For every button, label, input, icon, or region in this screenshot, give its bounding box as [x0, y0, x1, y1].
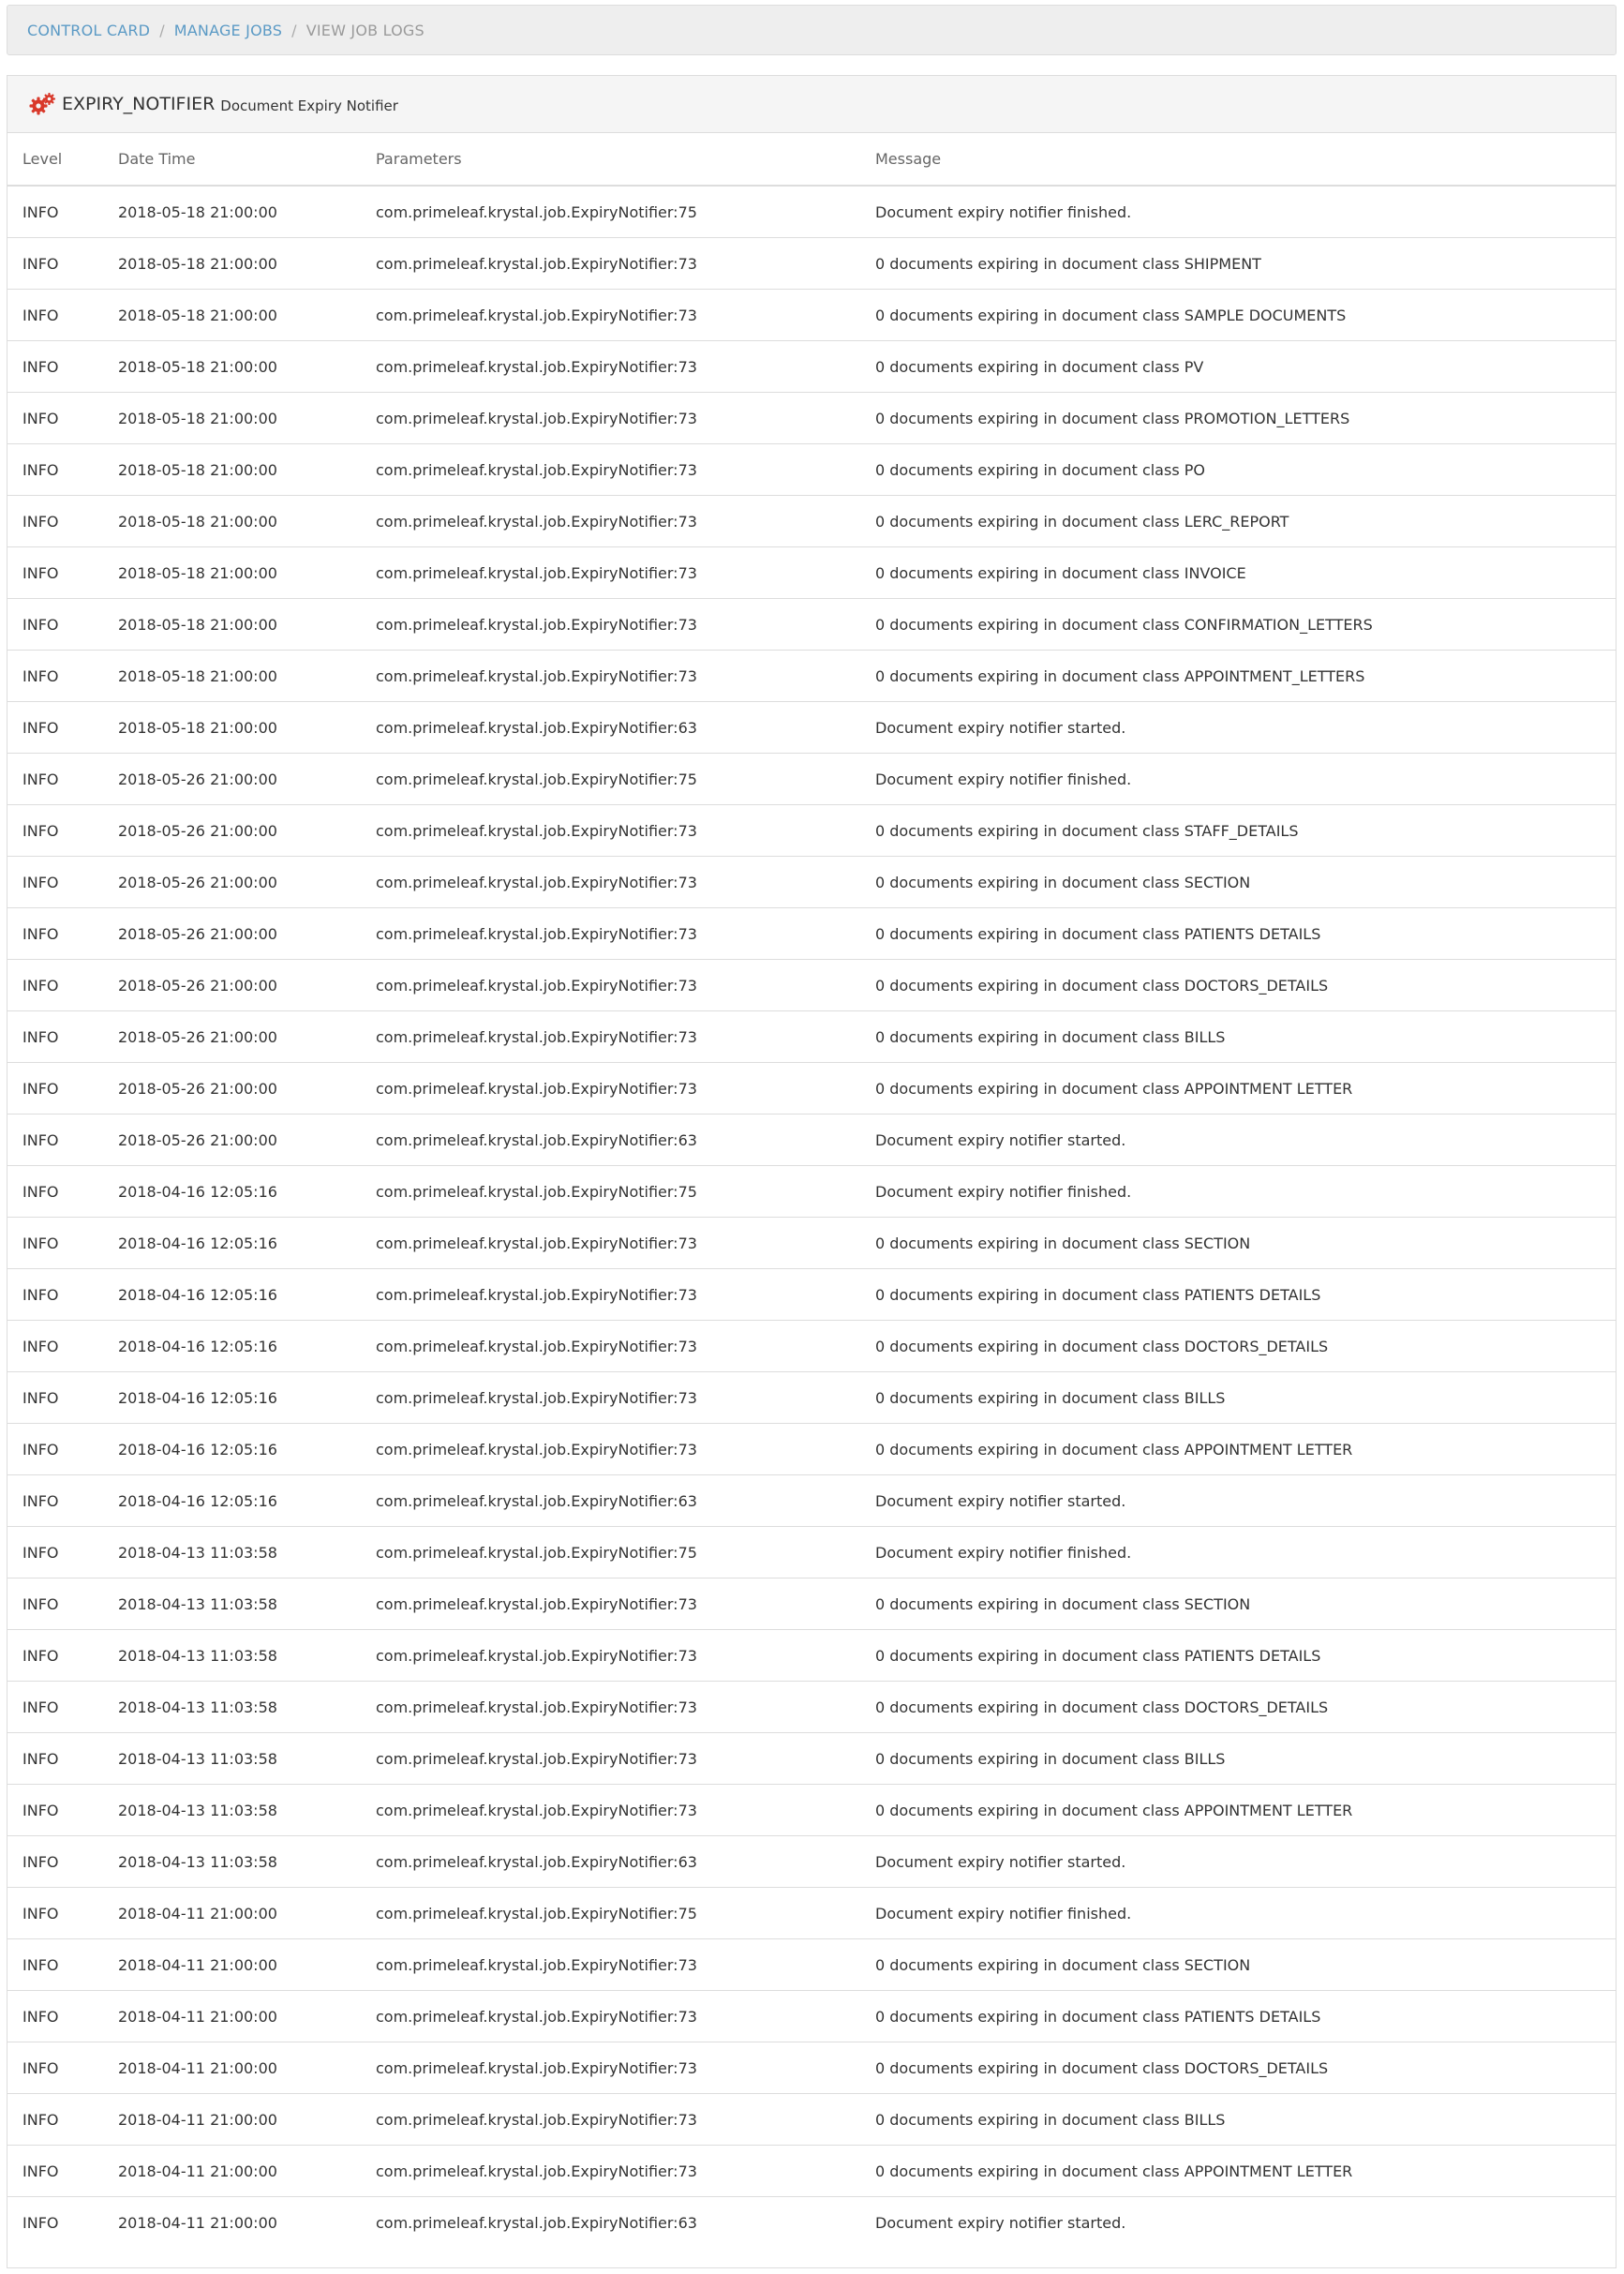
- cell-message: 0 documents expiring in document class PATIENTS DETAILS: [875, 1269, 1616, 1321]
- column-header-level: Level: [7, 133, 118, 186]
- cell-date-time: 2018-05-18 21:00:00: [118, 290, 376, 341]
- cell-message: 0 documents expiring in document class BILLS: [875, 1372, 1616, 1424]
- cell-date-time: 2018-04-16 12:05:16: [118, 1424, 376, 1475]
- table-row: [7, 1166, 1616, 1218]
- cell-date-time: 2018-04-13 11:03:58: [118, 1785, 376, 1836]
- cell-message: 0 documents expiring in document class APPOINTMENT_LETTERS: [875, 651, 1616, 702]
- table-row: [7, 1630, 1616, 1682]
- table-row: [7, 547, 1616, 599]
- cell-parameters: com.primeleaf.krystal.job.ExpiryNotifier:73: [376, 1785, 875, 1836]
- table-header-row: [7, 133, 1616, 186]
- cell-level: INFO: [7, 290, 118, 341]
- cell-message: 0 documents expiring in document class PROMOTION_LETTERS: [875, 393, 1616, 444]
- cell-date-time: 2018-04-11 21:00:00: [118, 2094, 376, 2146]
- cell-message: 0 documents expiring in document class APPOINTMENT LETTER: [875, 2146, 1616, 2197]
- cell-parameters: com.primeleaf.krystal.job.ExpiryNotifier:73: [376, 1733, 875, 1785]
- table-row: [7, 1011, 1616, 1063]
- cell-date-time: 2018-05-18 21:00:00: [118, 393, 376, 444]
- log-table: [7, 133, 1616, 2248]
- cell-parameters: com.primeleaf.krystal.job.ExpiryNotifier:73: [376, 2146, 875, 2197]
- cell-parameters: com.primeleaf.krystal.job.ExpiryNotifier:73: [376, 805, 875, 857]
- cell-date-time: 2018-05-18 21:00:00: [118, 341, 376, 393]
- gears-icon: [29, 92, 56, 116]
- cell-date-time: 2018-05-18 21:00:00: [118, 702, 376, 754]
- cell-date-time: 2018-05-26 21:00:00: [118, 1115, 376, 1166]
- cell-message: Document expiry notifier started.: [875, 1475, 1616, 1527]
- cell-date-time: 2018-04-13 11:03:58: [118, 1682, 376, 1733]
- cell-date-time: 2018-05-18 21:00:00: [118, 547, 376, 599]
- cell-date-time: 2018-04-11 21:00:00: [118, 1939, 376, 1991]
- breadcrumb-current: VIEW JOB LOGS: [305, 21, 425, 39]
- cell-message: 0 documents expiring in document class SECTION: [875, 1939, 1616, 1991]
- cell-level: INFO: [7, 702, 118, 754]
- cell-message: 0 documents expiring in document class DOCTORS_DETAILS: [875, 1321, 1616, 1372]
- cell-level: INFO: [7, 1682, 118, 1733]
- cell-date-time: 2018-04-13 11:03:58: [118, 1836, 376, 1888]
- cell-message: 0 documents expiring in document class INVOICE: [875, 547, 1616, 599]
- table-row: [7, 186, 1616, 238]
- cell-date-time: 2018-04-13 11:03:58: [118, 1630, 376, 1682]
- cell-parameters: com.primeleaf.krystal.job.ExpiryNotifier:63: [376, 1475, 875, 1527]
- cell-date-time: 2018-05-18 21:00:00: [118, 599, 376, 651]
- cell-message: 0 documents expiring in document class PV: [875, 341, 1616, 393]
- cell-date-time: 2018-04-11 21:00:00: [118, 1991, 376, 2042]
- column-header-date-time: Date Time: [118, 133, 376, 186]
- cell-date-time: 2018-04-11 21:00:00: [118, 2146, 376, 2197]
- breadcrumb-manage-jobs[interactable]: MANAGE JOBS: [173, 21, 283, 39]
- cell-parameters: com.primeleaf.krystal.job.ExpiryNotifier:73: [376, 1269, 875, 1321]
- cell-parameters: com.primeleaf.krystal.job.ExpiryNotifier:75: [376, 754, 875, 805]
- cell-level: INFO: [7, 1166, 118, 1218]
- cell-parameters: com.primeleaf.krystal.job.ExpiryNotifier:73: [376, 2042, 875, 2094]
- cell-message: 0 documents expiring in document class APPOINTMENT LETTER: [875, 1424, 1616, 1475]
- cell-parameters: com.primeleaf.krystal.job.ExpiryNotifier:73: [376, 341, 875, 393]
- cell-message: Document expiry notifier started.: [875, 2197, 1616, 2249]
- table-row: [7, 599, 1616, 651]
- cell-level: INFO: [7, 2197, 118, 2249]
- cell-level: INFO: [7, 238, 118, 290]
- cell-parameters: com.primeleaf.krystal.job.ExpiryNotifier:73: [376, 547, 875, 599]
- cell-level: INFO: [7, 341, 118, 393]
- table-row: [7, 1269, 1616, 1321]
- table-row: [7, 908, 1616, 960]
- cell-message: 0 documents expiring in document class DOCTORS_DETAILS: [875, 960, 1616, 1011]
- table-row: [7, 2042, 1616, 2094]
- cell-level: INFO: [7, 754, 118, 805]
- table-row: [7, 1424, 1616, 1475]
- cell-message: 0 documents expiring in document class DOCTORS_DETAILS: [875, 1682, 1616, 1733]
- table-row: [7, 1991, 1616, 2042]
- cell-parameters: com.primeleaf.krystal.job.ExpiryNotifier:73: [376, 496, 875, 547]
- cell-date-time: 2018-05-26 21:00:00: [118, 805, 376, 857]
- table-row: [7, 1218, 1616, 1269]
- cell-parameters: com.primeleaf.krystal.job.ExpiryNotifier:73: [376, 960, 875, 1011]
- cell-message: Document expiry notifier finished.: [875, 1888, 1616, 1939]
- cell-parameters: com.primeleaf.krystal.job.ExpiryNotifier:75: [376, 1166, 875, 1218]
- breadcrumb-separator: /: [291, 21, 297, 39]
- cell-level: INFO: [7, 496, 118, 547]
- table-row: [7, 857, 1616, 908]
- cell-level: INFO: [7, 1991, 118, 2042]
- table-row: [7, 1321, 1616, 1372]
- table-row: [7, 2146, 1616, 2197]
- cell-level: INFO: [7, 1836, 118, 1888]
- cell-message: 0 documents expiring in document class SECTION: [875, 857, 1616, 908]
- cell-date-time: 2018-05-26 21:00:00: [118, 960, 376, 1011]
- cell-message: Document expiry notifier started.: [875, 1836, 1616, 1888]
- table-row: [7, 960, 1616, 1011]
- cell-level: INFO: [7, 1578, 118, 1630]
- breadcrumb-separator: /: [159, 21, 165, 39]
- column-header-parameters: Parameters: [376, 133, 875, 186]
- cell-level: INFO: [7, 1475, 118, 1527]
- cell-message: 0 documents expiring in document class BILLS: [875, 2094, 1616, 2146]
- cell-message: 0 documents expiring in document class CONFIRMATION_LETTERS: [875, 599, 1616, 651]
- cell-level: INFO: [7, 960, 118, 1011]
- table-row: [7, 1733, 1616, 1785]
- cell-level: INFO: [7, 2042, 118, 2094]
- cell-level: INFO: [7, 1939, 118, 1991]
- table-row: [7, 1475, 1616, 1527]
- cell-parameters: com.primeleaf.krystal.job.ExpiryNotifier:63: [376, 2197, 875, 2249]
- cell-message: 0 documents expiring in document class DOCTORS_DETAILS: [875, 2042, 1616, 2094]
- cell-date-time: 2018-05-26 21:00:00: [118, 857, 376, 908]
- cell-parameters: com.primeleaf.krystal.job.ExpiryNotifier:73: [376, 1630, 875, 1682]
- table-row: [7, 290, 1616, 341]
- table-row: [7, 1939, 1616, 1991]
- table-row: [7, 805, 1616, 857]
- cell-level: INFO: [7, 857, 118, 908]
- cell-level: INFO: [7, 1269, 118, 1321]
- cell-date-time: 2018-05-26 21:00:00: [118, 908, 376, 960]
- cell-level: INFO: [7, 1785, 118, 1836]
- cell-level: INFO: [7, 1424, 118, 1475]
- cell-level: INFO: [7, 2094, 118, 2146]
- table-row: [7, 1578, 1616, 1630]
- cell-message: Document expiry notifier finished.: [875, 202, 1132, 221]
- cell-message: Document expiry notifier finished.: [875, 1527, 1616, 1578]
- cell-message: 0 documents expiring in document class STAFF_DETAILS: [875, 805, 1616, 857]
- cell-date-time: 2018-05-18 21:00:00: [118, 444, 376, 496]
- cell-parameters: com.primeleaf.krystal.job.ExpiryNotifier:73: [376, 651, 875, 702]
- cell-date-time: 2018-05-26 21:00:00: [118, 754, 376, 805]
- table-row: [7, 444, 1616, 496]
- cell-message: 0 documents expiring in document class BILLS: [875, 1011, 1616, 1063]
- table-row: [7, 341, 1616, 393]
- table-row: [7, 496, 1616, 547]
- cell-message: Document expiry notifier finished.: [875, 754, 1616, 805]
- table-row: [7, 1063, 1616, 1115]
- cell-level: INFO: [7, 444, 118, 496]
- cell-parameters: com.primeleaf.krystal.job.ExpiryNotifier:73: [376, 1063, 875, 1115]
- table-row: [7, 2094, 1616, 2146]
- cell-date-time: 2018-05-18 21:00:00: [118, 238, 376, 290]
- cell-message: 0 documents expiring in document class PO: [875, 444, 1616, 496]
- cell-level: INFO: [22, 202, 59, 221]
- cell-date-time: 2018-04-16 12:05:16: [118, 1269, 376, 1321]
- table-row: [7, 1682, 1616, 1733]
- cell-level: INFO: [7, 651, 118, 702]
- table-row: [7, 1115, 1616, 1166]
- cell-date-time: 2018-04-11 21:00:00: [118, 2042, 376, 2094]
- cell-message: 0 documents expiring in document class SECTION: [875, 1578, 1616, 1630]
- cell-level: INFO: [7, 805, 118, 857]
- cell-level: INFO: [7, 1063, 118, 1115]
- table-row: [7, 1836, 1616, 1888]
- cell-date-time: 2018-04-13 11:03:58: [118, 1733, 376, 1785]
- table-row: [7, 1785, 1616, 1836]
- cell-level: INFO: [7, 1372, 118, 1424]
- cell-message: 0 documents expiring in document class APPOINTMENT LETTER: [875, 1063, 1616, 1115]
- table-row: [7, 393, 1616, 444]
- cell-date-time: 2018-04-16 12:05:16: [118, 1475, 376, 1527]
- cell-date-time: 2018-05-26 21:00:00: [118, 1011, 376, 1063]
- job-name: EXPIRY_NOTIFIER: [62, 94, 216, 114]
- cell-level: INFO: [7, 1733, 118, 1785]
- column-header-message: Message: [875, 133, 1616, 186]
- cell-date-time: 2018-04-13 11:03:58: [118, 1578, 376, 1630]
- cell-date-time: 2018-04-11 21:00:00: [118, 1888, 376, 1939]
- cell-parameters: com.primeleaf.krystal.job.ExpiryNotifier:73: [376, 1011, 875, 1063]
- cell-date-time: 2018-05-18 21:00:00: [118, 202, 277, 221]
- breadcrumb-control-card[interactable]: CONTROL CARD: [27, 21, 151, 39]
- breadcrumb: [7, 5, 1617, 55]
- cell-message: 0 documents expiring in document class PATIENTS DETAILS: [875, 1630, 1616, 1682]
- cell-message: Document expiry notifier finished.: [875, 1166, 1616, 1218]
- table-row: [7, 702, 1616, 754]
- cell-message: Document expiry notifier started.: [875, 1115, 1616, 1166]
- table-row: [7, 651, 1616, 702]
- cell-parameters: com.primeleaf.krystal.job.ExpiryNotifier:73: [376, 290, 875, 341]
- cell-parameters: com.primeleaf.krystal.job.ExpiryNotifier:73: [376, 1424, 875, 1475]
- job-log-panel: [7, 75, 1617, 2268]
- cell-parameters: com.primeleaf.krystal.job.ExpiryNotifier:73: [376, 1578, 875, 1630]
- table-row: [7, 1372, 1616, 1424]
- cell-level: INFO: [7, 1321, 118, 1372]
- cell-message: 0 documents expiring in document class SHIPMENT: [875, 238, 1616, 290]
- cell-date-time: 2018-04-16 12:05:16: [118, 1166, 376, 1218]
- cell-message: 0 documents expiring in document class SAMPLE DOCUMENTS: [875, 290, 1616, 341]
- cell-level: INFO: [7, 1115, 118, 1166]
- cell-level: INFO: [7, 1527, 118, 1578]
- cell-date-time: 2018-05-26 21:00:00: [118, 1063, 376, 1115]
- cell-level: INFO: [7, 1888, 118, 1939]
- cell-level: INFO: [7, 908, 118, 960]
- cell-message: Document expiry notifier started.: [875, 702, 1616, 754]
- table-row: [7, 1527, 1616, 1578]
- cell-parameters: com.primeleaf.krystal.job.ExpiryNotifier:73: [376, 444, 875, 496]
- cell-date-time: 2018-05-18 21:00:00: [118, 496, 376, 547]
- cell-level: INFO: [7, 2146, 118, 2197]
- cell-level: INFO: [7, 393, 118, 444]
- cell-level: INFO: [7, 599, 118, 651]
- cell-date-time: 2018-04-16 12:05:16: [118, 1218, 376, 1269]
- cell-date-time: 2018-04-16 12:05:16: [118, 1321, 376, 1372]
- table-row: [7, 2197, 1616, 2249]
- cell-date-time: 2018-05-18 21:00:00: [118, 651, 376, 702]
- cell-date-time: 2018-04-11 21:00:00: [118, 2197, 376, 2249]
- cell-parameters: com.primeleaf.krystal.job.ExpiryNotifier:73: [376, 1372, 875, 1424]
- cell-parameters: com.primeleaf.krystal.job.ExpiryNotifier:75: [376, 1527, 875, 1578]
- cell-parameters: com.primeleaf.krystal.job.ExpiryNotifier:73: [376, 393, 875, 444]
- cell-parameters: com.primeleaf.krystal.job.ExpiryNotifier:73: [376, 238, 875, 290]
- cell-parameters: com.primeleaf.krystal.job.ExpiryNotifier:75: [376, 202, 697, 221]
- cell-level: INFO: [7, 547, 118, 599]
- cell-parameters: com.primeleaf.krystal.job.ExpiryNotifier:73: [376, 1218, 875, 1269]
- cell-parameters: com.primeleaf.krystal.job.ExpiryNotifier:73: [376, 908, 875, 960]
- cell-parameters: com.primeleaf.krystal.job.ExpiryNotifier:73: [376, 1682, 875, 1733]
- cell-level: INFO: [7, 1218, 118, 1269]
- log-table-body: [7, 186, 1616, 2248]
- panel-heading: [7, 76, 1616, 133]
- cell-parameters: com.primeleaf.krystal.job.ExpiryNotifier:73: [376, 1991, 875, 2042]
- cell-message: 0 documents expiring in document class PATIENTS DETAILS: [875, 1991, 1616, 2042]
- cell-parameters: com.primeleaf.krystal.job.ExpiryNotifier:63: [376, 1836, 875, 1888]
- cell-parameters: com.primeleaf.krystal.job.ExpiryNotifier:73: [376, 599, 875, 651]
- table-row: [7, 1888, 1616, 1939]
- cell-date-time: 2018-04-13 11:03:58: [118, 1527, 376, 1578]
- cell-message: 0 documents expiring in document class APPOINTMENT LETTER: [875, 1785, 1616, 1836]
- job-description: Document Expiry Notifier: [220, 97, 398, 114]
- cell-level: INFO: [7, 1011, 118, 1063]
- cell-parameters: com.primeleaf.krystal.job.ExpiryNotifier:63: [376, 1115, 875, 1166]
- cell-parameters: com.primeleaf.krystal.job.ExpiryNotifier:73: [376, 1939, 875, 1991]
- cell-parameters: com.primeleaf.krystal.job.ExpiryNotifier:73: [376, 1321, 875, 1372]
- cell-message: 0 documents expiring in document class SECTION: [875, 1218, 1616, 1269]
- cell-message: 0 documents expiring in document class BILLS: [875, 1733, 1616, 1785]
- table-row: [7, 238, 1616, 290]
- cell-parameters: com.primeleaf.krystal.job.ExpiryNotifier:75: [376, 1888, 875, 1939]
- table-row: [7, 754, 1616, 805]
- cell-parameters: com.primeleaf.krystal.job.ExpiryNotifier:63: [376, 702, 875, 754]
- cell-parameters: com.primeleaf.krystal.job.ExpiryNotifier:73: [376, 2094, 875, 2146]
- cell-level: INFO: [7, 1630, 118, 1682]
- cell-parameters: com.primeleaf.krystal.job.ExpiryNotifier:73: [376, 857, 875, 908]
- cell-message: 0 documents expiring in document class PATIENTS DETAILS: [875, 908, 1616, 960]
- cell-date-time: 2018-04-16 12:05:16: [118, 1372, 376, 1424]
- cell-message: 0 documents expiring in document class LERC_REPORT: [875, 496, 1616, 547]
